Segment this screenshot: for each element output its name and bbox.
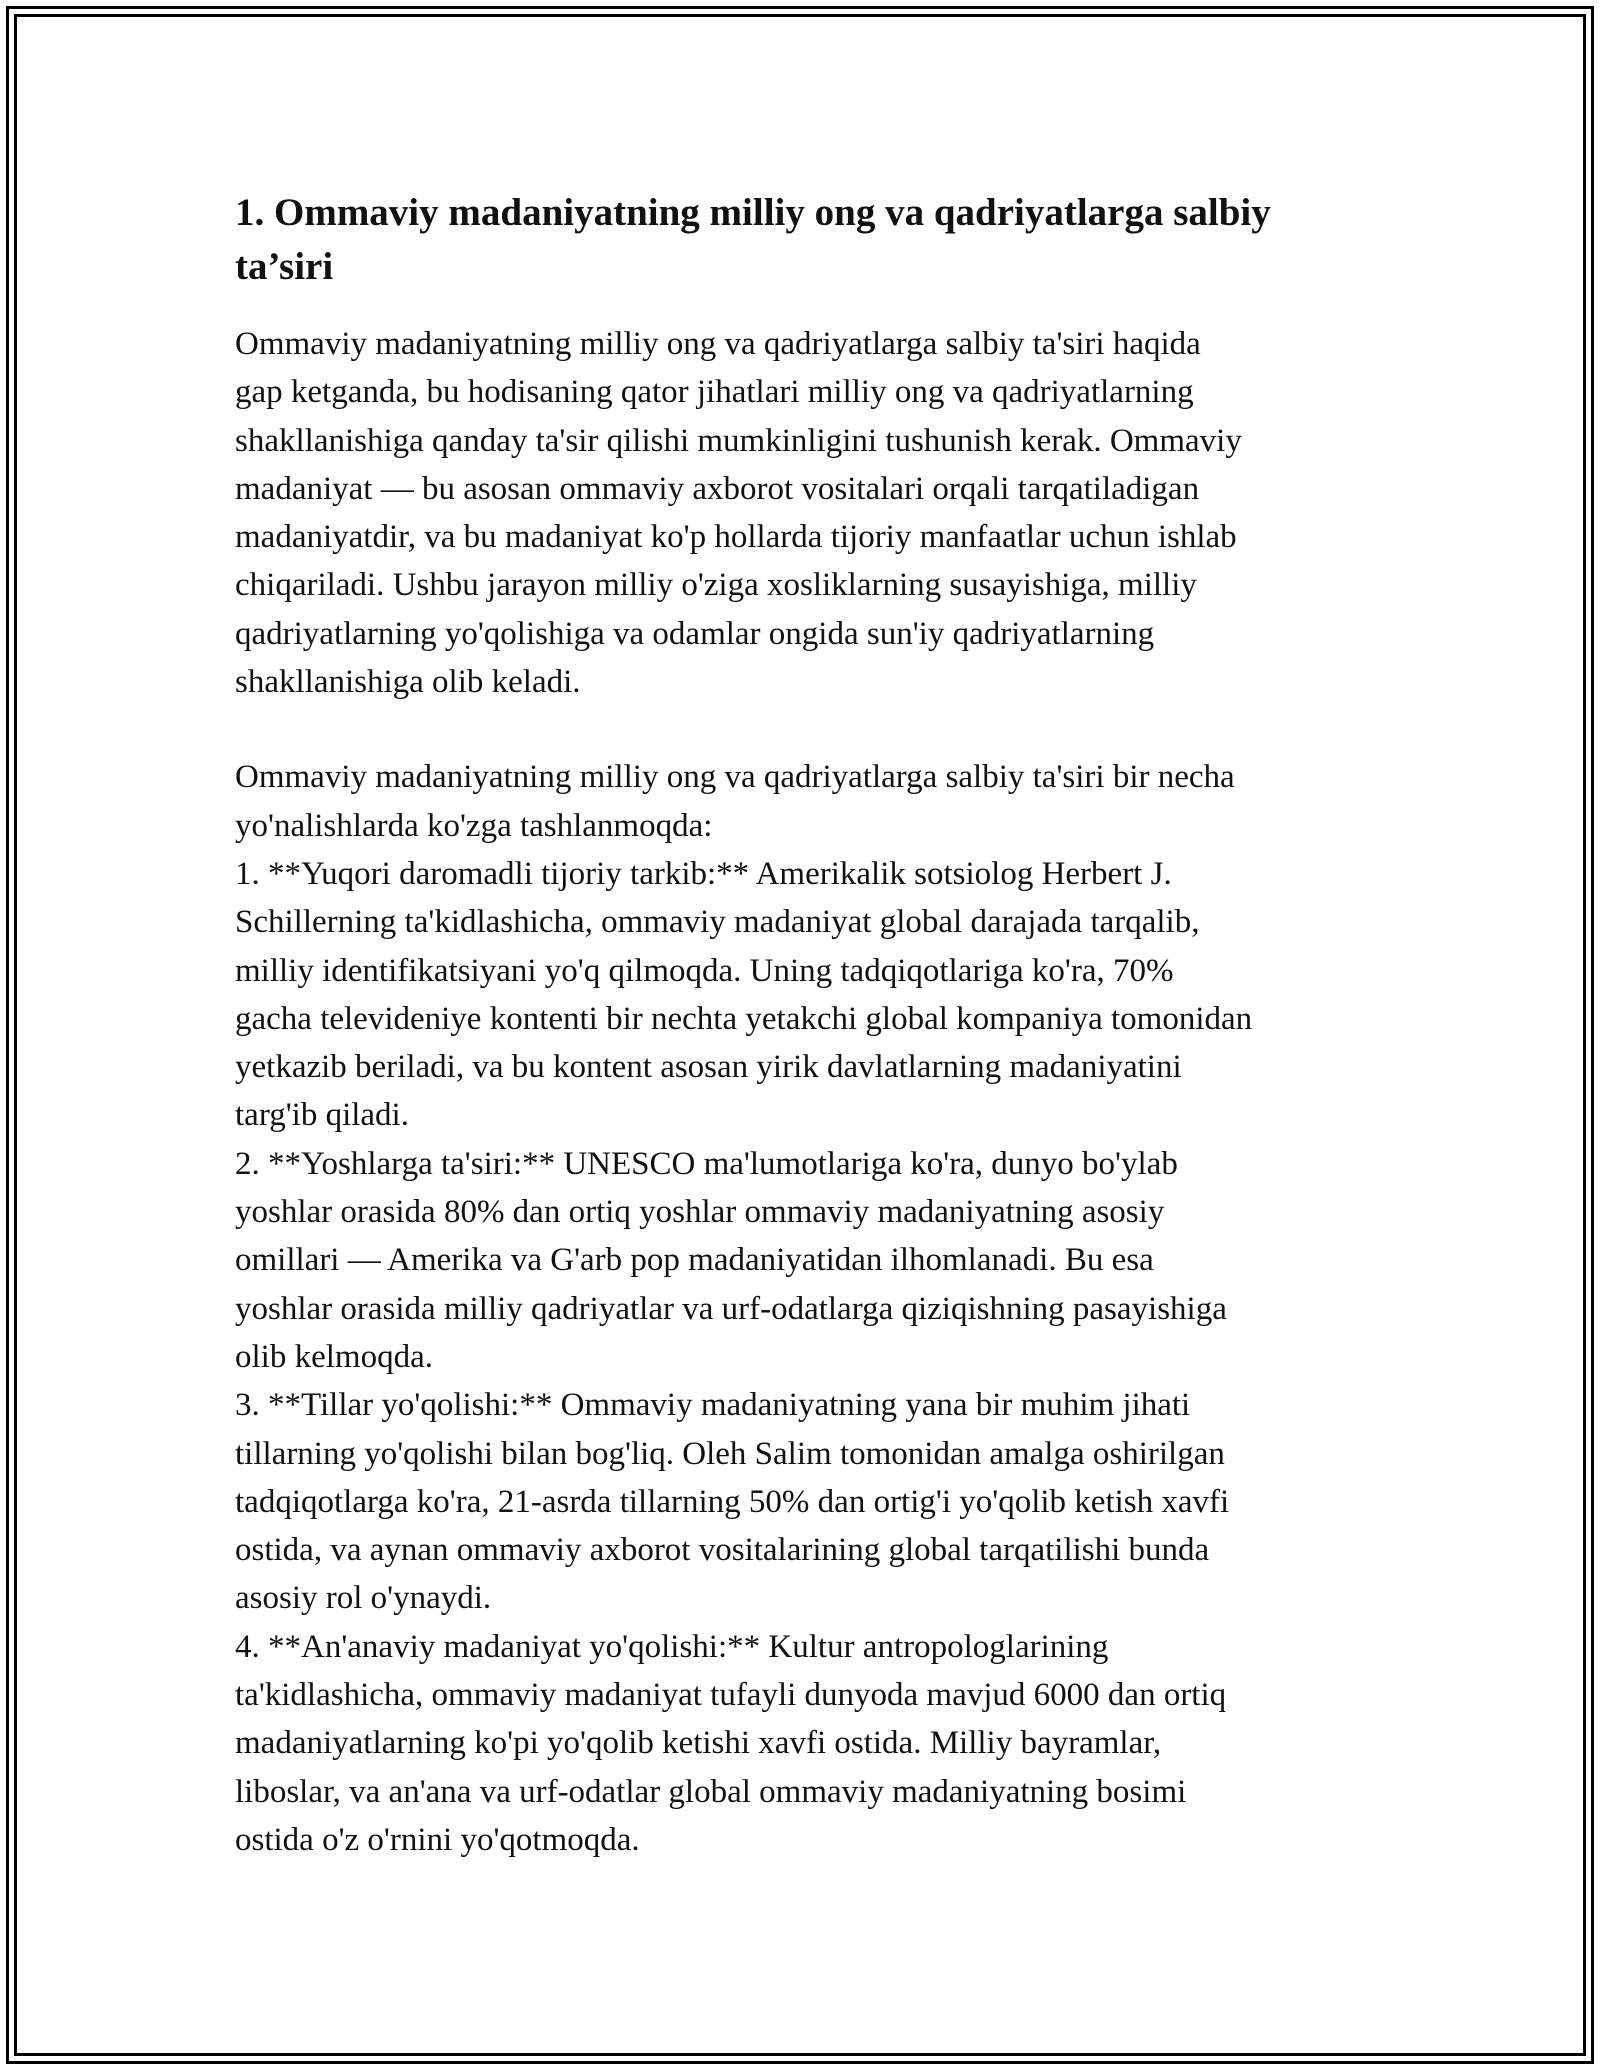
section-title: 1. Ommaviy madaniyatning milliy ong va qadriyatlarga salbiy ta’siri: [235, 191, 1271, 288]
details-paragraph: Ommaviy madaniyatning milliy ong va qadriyatlarga salbiy ta'siri bir necha yo'nalishlarda ko'zga tashlanmoqda: 1. **Yuqori daromadli tijoriy tarkib:** Amerikalik sotsiolog Herbert J. Schillerning ta'kidlashicha, ommaviy madaniyat global darajada tarqalib, milliy identifikatsiyani yo'q qilmoqda. Uning tadqiqotlariga ko'ra, 70% gacha televideniye kontenti bir nechta yetakchi global kompaniya tomonidan yetkazib beriladi, va bu kontent asosan yirik davlatlarning madaniyatini targ'ib qiladi. 2. **Yoshlarga ta'siri:** UNESCO ma'lumotlariga ko'ra, dunyo bo'ylab yoshlar orasida 80% dan ortiq yoshlar ommaviy madaniyatning asosiy omillari — Amerika va G'arb pop madaniyatidan ilhomlanadi. Bu esa yoshlar orasida milliy qadriyatlar va urf-odatlarga qiziqishning pasayishiga olib kelmoqda. 3. **Tillar yo'qolishi:** Ommaviy madaniyatning yana bir muhim jihati tillarning yo'qolishi bilan bog'liq. Oleh Salim tomonidan amalga oshirilgan tadqiqotlarga ko'ra, 21-asrda tillarning 50% dan ortig'i yo'qolib ketish xavfi ostida, va aynan ommaviy axborot vositalarining global tarqatilishi bunda asosiy rol o'ynaydi. 4. **An'anaviy madaniyat yo'qolishi:** Kultur antropologlarining ta'kidlashicha, ommaviy madaniyat tufayli dunyoda mavjud 6000 dan ortiq madaniyatlarning ko'pi yo'qolib ketishi xavfi ostida. Milliy bayramlar, liboslar, va an'ana va urf-odatlar global ommaviy madaniyatning bosimi ostida o'z o'rnini yo'qotmoqda.: [235, 759, 1253, 1858]
intro-paragraph: Ommaviy madaniyatning milliy ong va qadriyatlarga salbiy ta'siri haqida gap ketganda, bu hodisaning qator jihatlari milliy ong va qadriyatlarning shakllanishiga qanday ta'sir qilishi mumkinligini tushunish kerak. Ommaviy madaniyat — bu asosan ommaviy axborot vositalari orqali tarqatiladigan madaniyatdir, va bu madaniyat ko'p hollarda tijoriy manfaatlar uchun ishlab chiqariladi. Ushbu jarayon milliy o'ziga xosliklarning susayishiga, milliy qadriyatlarning yo'qolishiga va odamlar ongida sun'iy qadriyatlarning shakllanishiga olib keladi.: [235, 326, 1242, 701]
document-body: [235, 186, 1375, 1864]
